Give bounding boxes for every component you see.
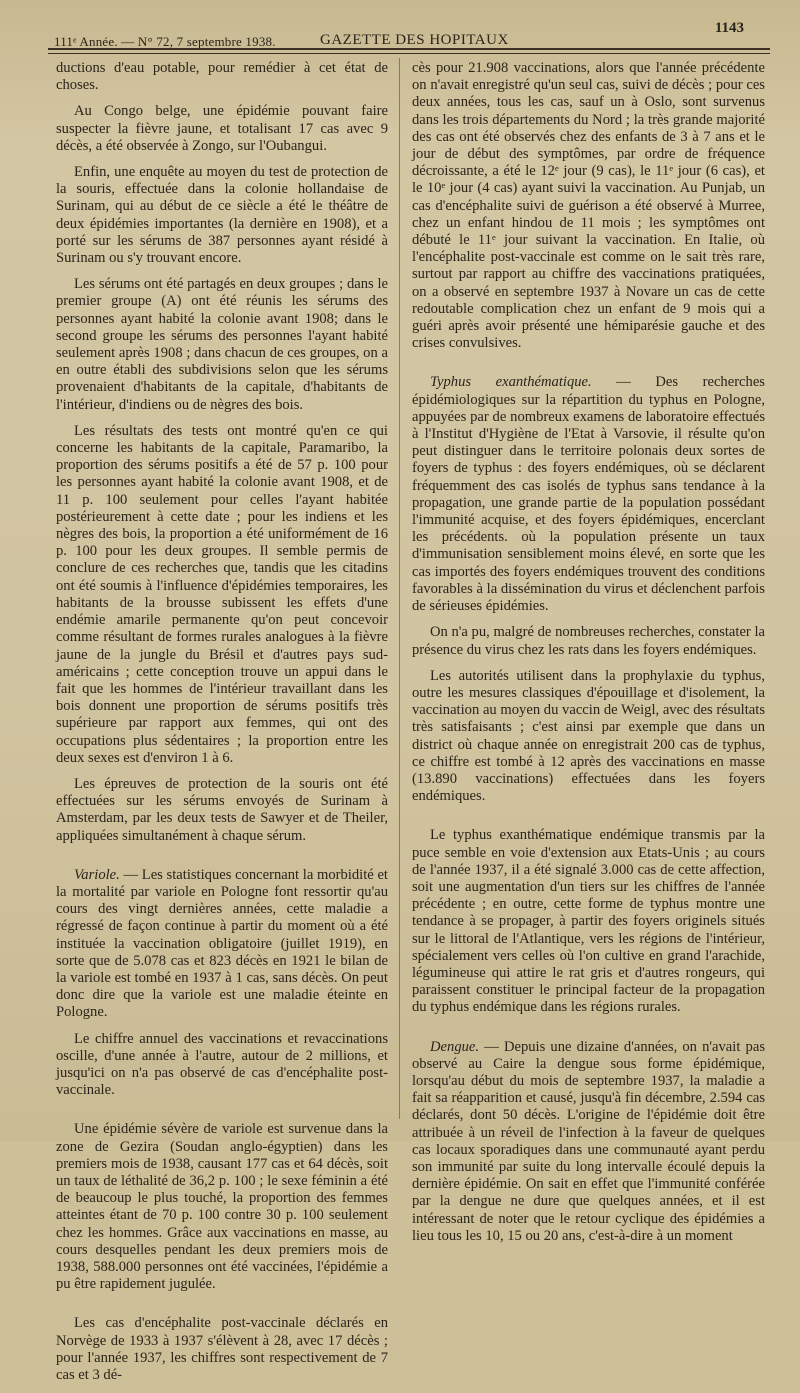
section-lead: Variole.: [74, 866, 120, 883]
paragraph-text: — Des recherches épidémiologiques sur la répartition du typhus en Pologne, appuyées par de nombreux examens de laboratoire effectués à l'Institut d'Hygiène de l'Etat à Varsovie, il résulte qu'on peut distinguer dans le territoire polonais deux sortes de foyers de typhus : des foyers endémiques, où se déclarent fréquemment des cas isolés de typhus sans tendance à la propagation, une grande partie de la population possédant l'immunité acquise, et des foyers épidémiques, encerclant les précédents. où la population présente un taux d'immunisation sensiblement moins élevé, en sorte que les cas importés des foyers endémiques trouvent des conditions favorables à la dissémination du virus et déclenchent parfois de sérieuses épidémies.: [412, 374, 765, 615]
paragraph: [56, 60, 388, 94]
paragraph: [56, 164, 388, 267]
header-rule-thin: [48, 53, 770, 54]
paragraph-text: Les sérums ont été partagés en deux groupes ; dans le premier groupe (A) ont été réunis les sérums des personnes ayant habité la colonie avant 1908; dans le second groupe les sérums des personnes l'ayant habité seulement après 1908 ; dans chacun de ces groupes, on a en outre établi des subdivisions selon que les sérums provenaient d'habitants de la capitale, d'habitants de l'intérieur, d'indiens ou de nègres des bois.: [56, 276, 388, 413]
paragraph-text: Les résultats des tests ont montré qu'en ce qui concerne les habitants de la capitale, Paramaribo, la proportion des sérums positifs a été de 57 p. 100 pour les personnes ayant habité la colonie avant 1908, et de 11 p. 100 seulement pour celles l'ayant habitée postérieurement à cette date ; pour les indiens et les nègres des bois, la proportion a été uniformément de 16 p. 100 pour les deux groupes. Il semble permis de conclure de ces recherches que, tandis que les citadins ont été soumis à l'influence d'épidémies temporaires, les habitants de la brousse subissent les effets d'une endémie amarile permanente qu'on peut concevoir comme résultant de formes rurales analogues à la fièvre jaune de la jungle du Brésil et d'autres pays sud-américains ; cette conception trouve un appui dans le fait que les hommes de l'intérieur travaillant dans les bois donnent une proportion de sérums positifs très supérieure par rapport aux femmes, qui ont des occupations plus sédentaires ; la proportion entre les deux sexes est d'environ 1 à 6.: [56, 422, 388, 766]
right-column: [412, 60, 765, 1254]
left-column: [56, 60, 388, 1393]
column-divider: [399, 58, 400, 1119]
paragraph: [56, 1031, 388, 1100]
paragraph-text: Au Congo belge, une épidémie pouvant faire suspecter la fièvre jaune, et totalisant 17 cas avec 9 décès, a été observée à Zongo, sur l'Oubangui.: [56, 103, 388, 154]
paragraph-text: cès pour 21.908 vaccinations, alors que l'année précédente on n'avait enregistré qu'un seul cas, suivi de décès ; pour ces deux années, tous les cas, sauf un à Oslo, sont survenus dans les trois départements du Nord ; la très grande majorité des cas ont été observés chez des enfants de 3 à 7 ans et le jour de début des symptômes, par ordre de fréquence décroissante, a été le 12ᵉ jour (9 cas), le 11ᵉ jour (6 cas), et le 10ᵉ jour (4 cas) ayant suivi la vaccination. Au Punjab, un cas d'encéphalite suivi de guérison a été observé à Murree, chez un enfant hindou de 11 mois ; les symptômes ont débuté le 11ᵉ jour suivant la vaccination. En Italie, où l'encéphalite post-vaccinale est comme on le sait très rare, surtout par rapport au chiffre des vaccinations pratiquées, on a observé en septembre 1937 à Novare un cas de cette redoutable complication chez un enfant de 9 mois qui a guéri après avoir présenté une hémiparésie gauche et des crises convulsives.: [412, 60, 765, 352]
paragraph-text: Les cas d'encéphalite post-vaccinale déclarés en Norvège de 1933 à 1937 s'élèvent à 28, avec 17 décès ; pour l'année 1937, les chiffres sont respectivement de 7 cas et 3 dé-: [56, 1315, 388, 1384]
paragraph: [56, 867, 388, 1022]
paragraph: [412, 827, 765, 1016]
paragraph: [412, 1039, 765, 1245]
paragraph: [412, 60, 765, 352]
journal-title: GAZETTE DES HOPITAUX: [320, 32, 509, 48]
paragraph: [56, 776, 388, 845]
paragraph: [412, 668, 765, 806]
paragraph-text: Le typhus exanthématique endémique transmis par la puce semble en voie d'extension aux Etats-Unis ; au cours de l'année 1937, il a été signalé 3.000 cas de cette affection, soit une augmentation d'un tiers sur les chiffres de l'année précédente ; en outre, cette forme de typhus montre une tendance à se propager, à partir des foyers originels situés sur le littoral de l'Atlantique, vers les régions de l'intérieur, spécialement vers celles où l'on cultive en grand l'arachide, légumineuse qui attire le rat gris et d'autres rongeurs, qui paraissent constituer le principal facteur de la propagation du typhus endémique dans les régions rurales.: [412, 827, 765, 1016]
paragraph: [412, 624, 765, 658]
paragraph: [56, 1315, 388, 1384]
paragraph-text: Les épreuves de protection de la souris ont été effectuées sur les sérums envoyés de Surinam à Amsterdam, par les deux tests de Sawyer et de Theiler, appliquées simultanément à chaque sérum.: [56, 775, 388, 844]
paragraph-text: Enfin, une enquête au moyen du test de protection de la souris, effectuée dans la colonie hollandaise de Surinam, qui au début de ce siècle a été le théâtre de deux épidémies importantes (la dernière en 1908), et a porté sur les sérums de 387 personnes ayant résidé à Surinam ou s'y trouvant encore.: [56, 164, 388, 267]
paragraph-text: ductions d'eau potable, pour remédier à cet état de choses.: [56, 60, 388, 94]
issue-line: 111ᵉ Année. — N° 72, 7 septembre 1938.: [54, 34, 276, 49]
paragraph: [56, 103, 388, 155]
section-lead: Typhus exanthématique.: [430, 374, 592, 391]
paragraph: [56, 276, 388, 414]
header-rule: [48, 48, 770, 50]
paragraph: [412, 374, 765, 615]
page-number: 1143: [714, 20, 744, 36]
section-lead: Dengue.: [430, 1038, 480, 1055]
page-header: [48, 14, 768, 50]
paragraph-text: — Depuis une dizaine d'années, on n'avait pas observé au Caire la dengue sous forme épidémique, lorsqu'au début du mois de septembre 1937, la maladie a fait sa réapparition et causé, jusqu'à fin décembre, 2.594 cas déclarés, dont 50 décès. L'origine de l'épidémie doit être attribuée à un réveil de l'infection à la faveur de quelques cas locaux sporadiques dans une communauté ayant perdu son immunité par suite du long intervalle écoulé depuis la dernière épidémie. On sait en effet que l'immunité conférée par la dengue ne dure que quelques années, et il est intéressant de noter que le retour cyclique des épidémies a lieu tous les 10, 15 ou 20 ans, c'est-à-dire à un moment: [412, 1038, 765, 1244]
paragraph-text: On n'a pu, malgré de nombreuses recherches, constater la présence du virus chez les rats dans les foyers endémiques.: [412, 624, 765, 658]
paragraph-text: Une épidémie sévère de variole est survenue dans la zone de Gezira (Soudan anglo-égyptien) dans les premiers mois de 1938, causant 177 cas et 64 décès, soit un taux de léthalité de 36,2 p. 100 ; le sexe féminin a été de beaucoup le plus touché, la proportion des femmes atteintes étant de 70 p. 100 contre 30 p. 100 seulement chez les hommes. Grâce aux vaccinations en masse, au cours desquelles pendant les deux premiers mois de 1938, 588.000 personnes ont été vaccinées, l'épidémie a pu être rapidement jugulée.: [56, 1121, 388, 1293]
paragraph-text: Le chiffre annuel des vaccinations et revaccinations oscille, d'une année à l'autre, autour de 2 millions, et jusqu'ici on n'a pas observé de cas d'encéphalite post-vaccinale.: [56, 1030, 388, 1099]
paragraph-text: — Les statistiques concernant la morbidité et la mortalité par variole en Pologne font ressortir qu'au cours des vingt dernières années, cette maladie a régressé de façon continue à partir du moment où a été instituée la vaccination obligatoire (juillet 1919), en sorte que de 5.078 cas et 823 décès en 1921 le bilan de la variole est tombé en 1937 à 1 cas, sans décès. On peut donc dire que la variole est une maladie éteinte en Pologne.: [56, 866, 388, 1021]
paragraph-text: Les autorités utilisent dans la prophylaxie du typhus, outre les mesures classiques d'épouillage et d'isolement, la vaccination au moyen du vaccin de Weigl, avec des résultats très satisfaisants ; c'est ainsi par exemple que dans un district où chaque année on enregistrait 200 cas de typhus, ce chiffre est tombé à 12 après des vaccinations en masse (13.890 vaccinations) effectuées dans les foyers endémiques.: [412, 667, 765, 805]
paragraph: [56, 423, 388, 767]
paragraph: [56, 1121, 388, 1293]
